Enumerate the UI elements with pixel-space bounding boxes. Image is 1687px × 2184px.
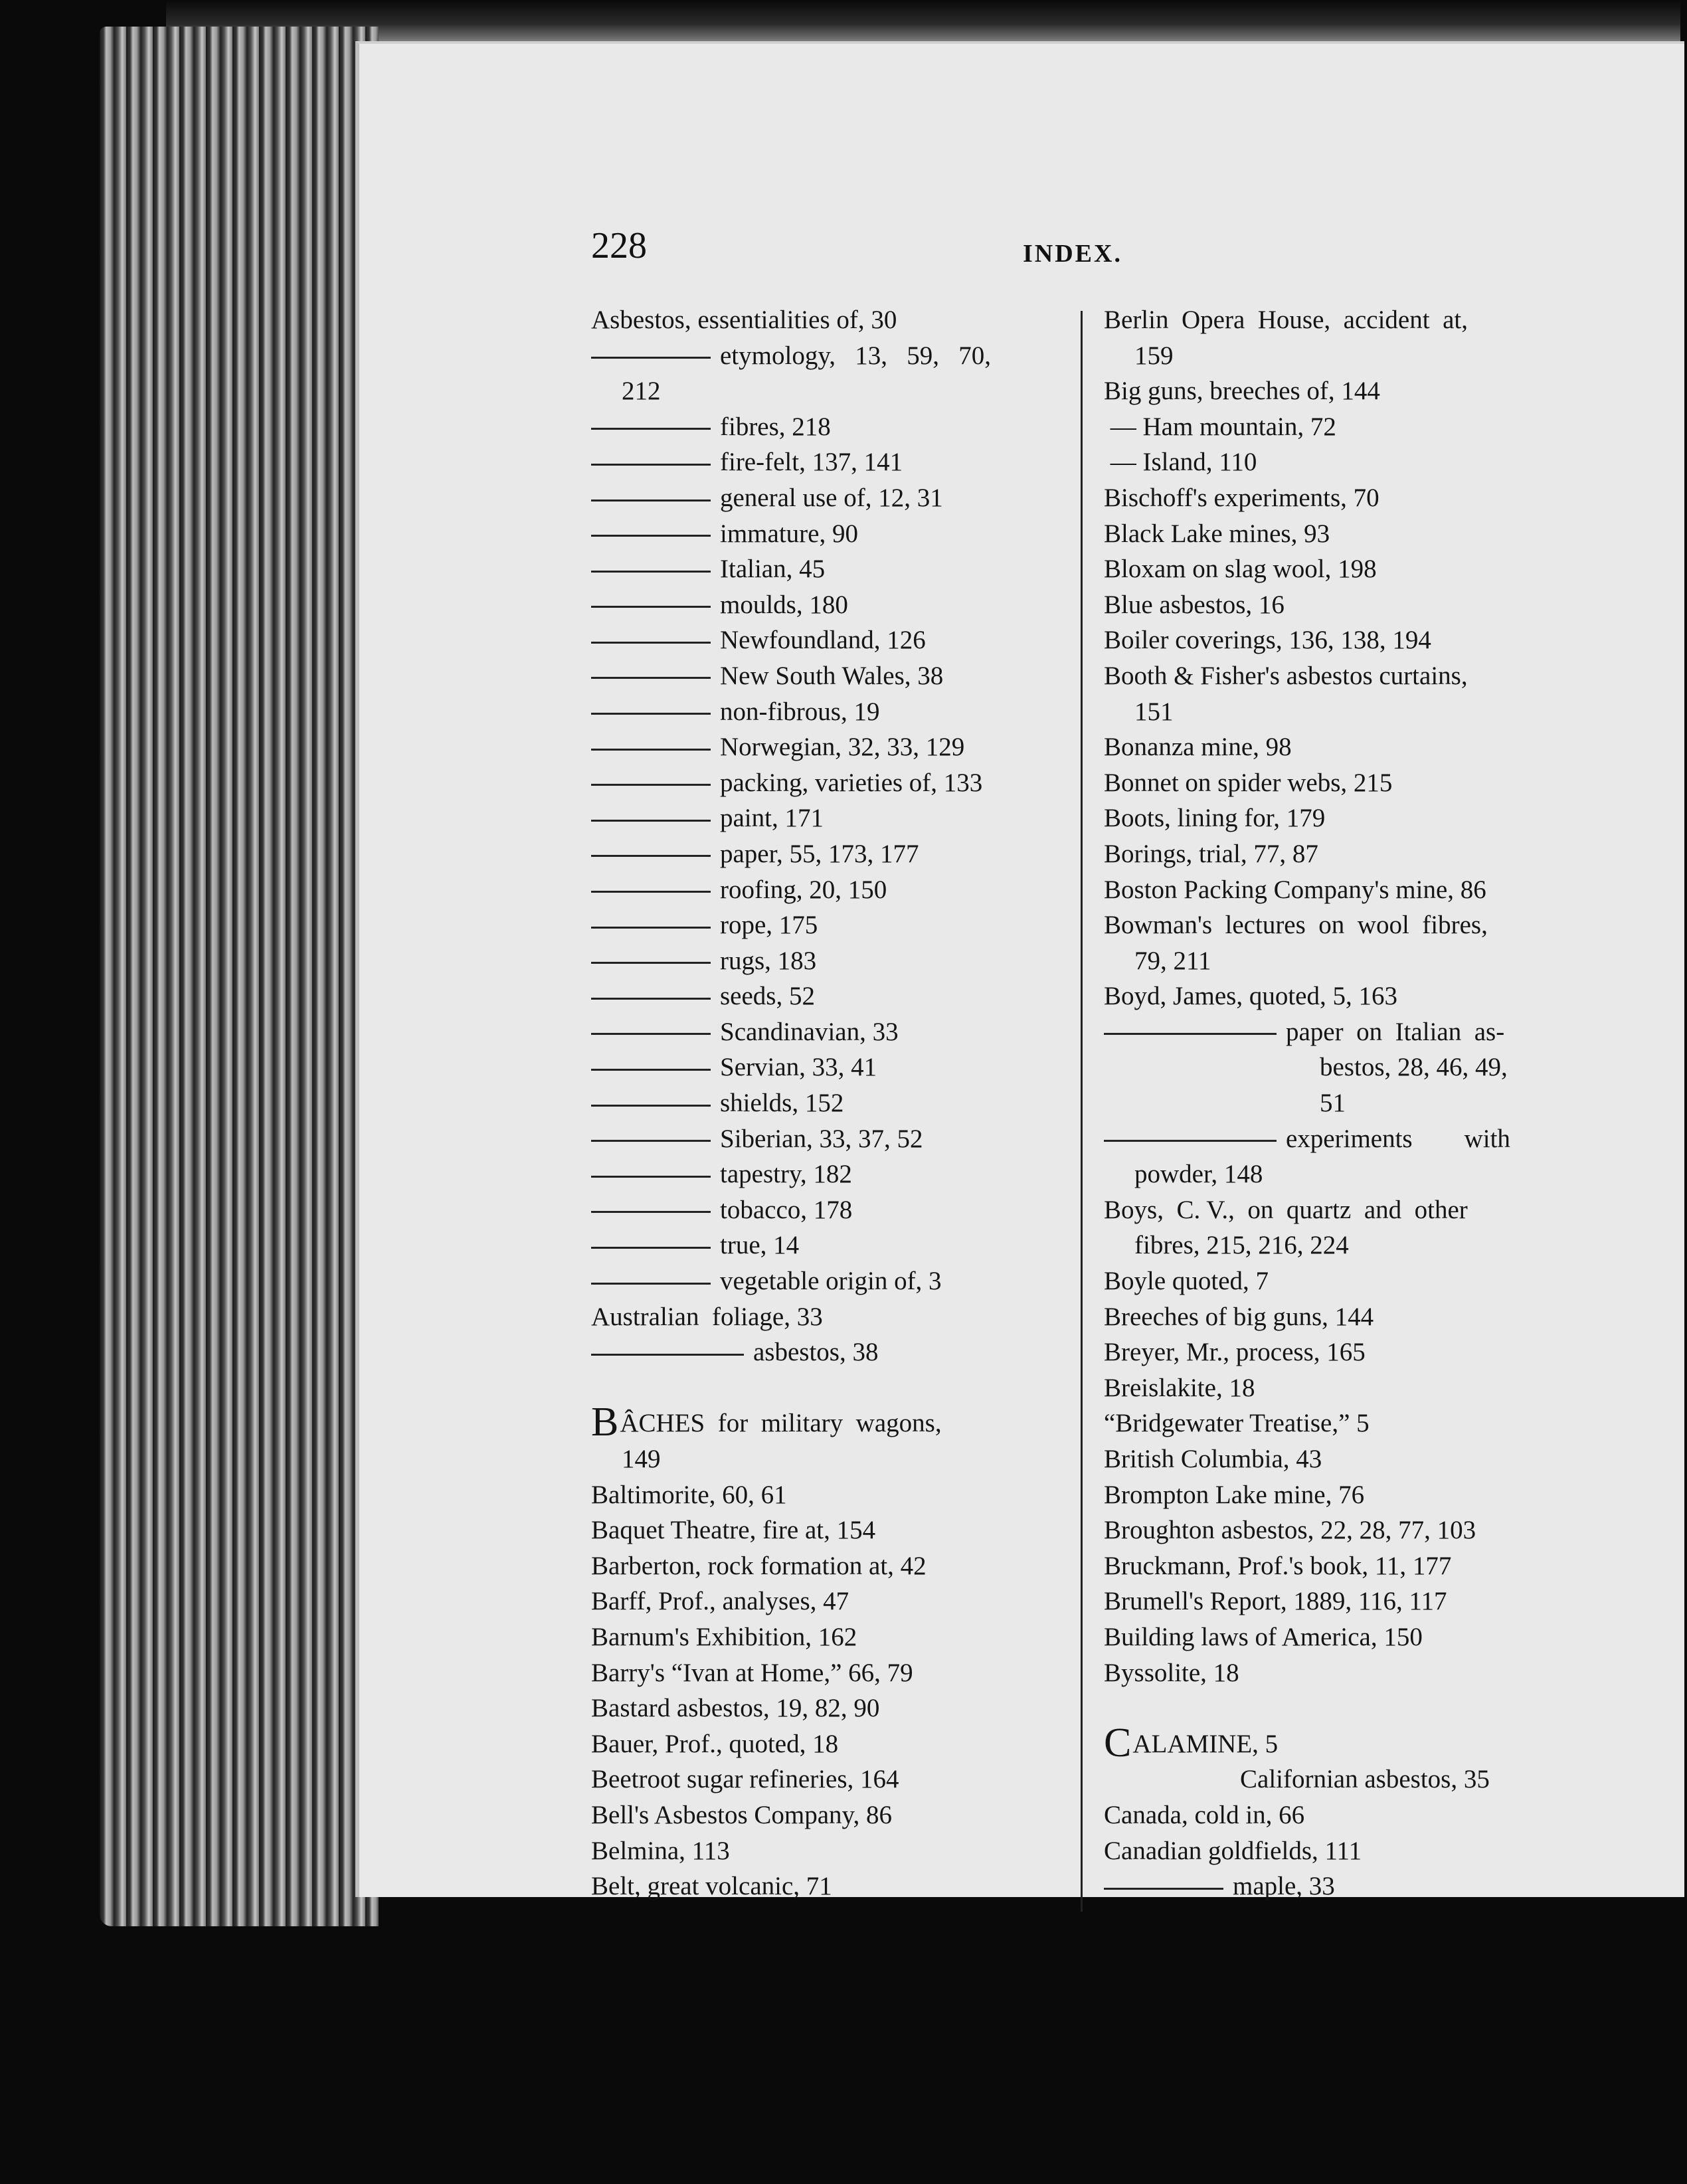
index-entry <box>591 729 1056 765</box>
index-entry <box>591 587 1056 623</box>
index-entry <box>1104 1720 1572 1766</box>
page-number: 228 <box>591 225 647 266</box>
ditto-rule <box>591 1176 711 1178</box>
index-entry <box>591 1334 1056 1370</box>
index-entry <box>1104 1548 1572 1584</box>
ditto-rule <box>591 820 711 822</box>
entry-text: Baquet Theatre, fire at, 154 <box>591 1516 876 1545</box>
section-gap <box>591 1370 1056 1406</box>
entry-text: paint, 171 <box>720 804 824 833</box>
ditto-rule <box>1104 1033 1277 1035</box>
entry-text: Barff, Prof., analyses, 47 <box>591 1587 849 1616</box>
ditto-rule <box>591 1211 711 1213</box>
column-divider <box>1081 311 1083 1912</box>
index-entry <box>1104 1584 1572 1619</box>
ditto-rule <box>591 464 711 466</box>
index-entry <box>1104 765 1572 801</box>
index-entry <box>1104 1156 1572 1192</box>
entry-text: Baltimorite, 60, 61 <box>591 1480 787 1509</box>
index-entry <box>1104 1477 1572 1513</box>
index-entry <box>591 1014 1056 1050</box>
ditto-rule <box>591 1033 711 1035</box>
index-column-left <box>591 302 1056 1904</box>
book-page-edges <box>100 27 379 1926</box>
ditto-rule <box>1104 1140 1277 1142</box>
index-entry <box>1104 409 1572 445</box>
index-entry <box>1104 1049 1572 1085</box>
index-entry <box>591 1619 1056 1655</box>
index-entry <box>591 1085 1056 1121</box>
index-entry <box>1104 1228 1572 1263</box>
ditto-rule <box>591 642 711 644</box>
index-entry <box>591 1584 1056 1619</box>
ditto-rule <box>591 535 711 537</box>
entry-text: ÂCHES for military wagons, <box>620 1409 942 1438</box>
entry-text: Berlin Opera House, accident at, <box>1104 306 1468 334</box>
index-entry <box>591 1263 1056 1299</box>
entry-text: Beetroot sugar refineries, 164 <box>591 1765 899 1794</box>
index-entry <box>1104 1655 1572 1691</box>
entry-text: 151 <box>1134 697 1174 726</box>
entry-text: vegetable origin of, 3 <box>720 1267 942 1296</box>
entry-text: British Columbia, 43 <box>1104 1445 1322 1473</box>
ditto-rule <box>591 962 711 964</box>
index-entry <box>1104 444 1572 480</box>
entry-text: moulds, 180 <box>720 590 848 619</box>
entry-text: Bonnet on spider webs, 215 <box>1104 768 1393 797</box>
entry-text: rugs, 183 <box>720 946 817 975</box>
ditto-rule <box>591 784 711 786</box>
index-entry <box>591 1797 1056 1833</box>
index-entry <box>1104 694 1572 730</box>
section-initial: C <box>1104 1720 1132 1766</box>
index-entry <box>591 1655 1056 1691</box>
entry-text: Breeches of big guns, 144 <box>1104 1302 1374 1331</box>
entry-text: Big guns, breeches of, 144 <box>1104 377 1380 406</box>
index-entry <box>591 836 1056 872</box>
index-entry <box>1104 551 1572 587</box>
index-entry <box>591 480 1056 516</box>
entry-text: Byssolite, 18 <box>1104 1658 1239 1687</box>
entry-text: Boys, C. V., on quartz and other <box>1104 1195 1468 1224</box>
index-entry <box>591 907 1056 943</box>
entry-text: seeds, 52 <box>720 982 815 1011</box>
index-entry <box>591 373 1056 409</box>
entry-text: tobacco, 178 <box>720 1195 853 1224</box>
index-entry <box>591 800 1056 836</box>
index-column-right <box>1104 302 1572 1904</box>
entry-text: 149 <box>622 1445 661 1473</box>
entry-text: Bauer, Prof., quoted, 18 <box>591 1729 839 1758</box>
index-entry <box>591 1726 1056 1762</box>
entry-text: Californian asbestos, 35 <box>1240 1765 1490 1794</box>
index-entry <box>591 1400 1056 1445</box>
index-entry <box>1104 1263 1572 1299</box>
index-entry <box>591 1121 1056 1157</box>
index-entry <box>1104 587 1572 623</box>
index-entry <box>591 1512 1056 1548</box>
index-entry <box>1104 1868 1572 1904</box>
entry-text: — Island, 110 <box>1104 448 1257 477</box>
ditto-rule <box>591 713 711 715</box>
entry-text: Building laws of America, 150 <box>1104 1622 1423 1651</box>
index-entry <box>1104 1762 1572 1797</box>
index-entry <box>1104 1121 1572 1157</box>
index-entry <box>591 1762 1056 1797</box>
entry-text: New South Wales, 38 <box>720 661 944 690</box>
entry-text: Bischoff's experiments, 70 <box>1104 483 1379 512</box>
ditto-rule <box>591 927 711 929</box>
entry-text: 159 <box>1134 341 1174 370</box>
index-entry <box>591 1833 1056 1869</box>
index-entry <box>591 943 1056 979</box>
index-entry <box>1104 1334 1572 1370</box>
ditto-rule <box>591 357 711 359</box>
index-entry <box>1104 1833 1572 1869</box>
ditto-rule <box>591 855 711 857</box>
entry-text: 212 <box>622 377 661 406</box>
entry-text: bestos, 28, 46, 49, <box>1320 1053 1508 1082</box>
index-entry <box>591 409 1056 445</box>
entry-text: non-fibrous, 19 <box>720 697 880 726</box>
ditto-rule <box>591 1283 711 1285</box>
ditto-rule <box>591 428 711 430</box>
entry-text: Bastard asbestos, 19, 82, 90 <box>591 1694 880 1723</box>
entry-text: Servian, 33, 41 <box>720 1053 877 1082</box>
entry-text: Bruckmann, Prof.'s book, 11, 177 <box>1104 1551 1452 1580</box>
entry-text: Boyle quoted, 7 <box>1104 1267 1269 1296</box>
index-entry <box>591 694 1056 730</box>
ditto-rule <box>591 1140 711 1142</box>
index-entry <box>591 1228 1056 1263</box>
entry-text: Belmina, 113 <box>591 1836 730 1865</box>
entry-text: maple, 33 <box>1233 1872 1335 1901</box>
index-entry <box>1104 1085 1572 1121</box>
entry-text: fibres, 215, 216, 224 <box>1134 1231 1349 1260</box>
index-entry <box>1104 1370 1572 1406</box>
ditto-rule <box>1104 1888 1223 1890</box>
index-entry <box>1104 836 1572 872</box>
entry-text: Italian, 45 <box>720 555 826 584</box>
entry-text: Blue asbestos, 16 <box>1104 590 1285 619</box>
index-entry <box>1104 978 1572 1014</box>
index-entry <box>591 622 1056 658</box>
index-entry <box>591 516 1056 552</box>
index-entry <box>1104 1512 1572 1548</box>
index-entry <box>1104 800 1572 836</box>
index-entry <box>591 551 1056 587</box>
index-entry <box>1104 1014 1572 1050</box>
entry-text: Boyd, James, quoted, 5, 163 <box>1104 982 1397 1011</box>
section-gap <box>1104 1690 1572 1726</box>
entry-text: Brumell's Report, 1889, 116, 117 <box>1104 1587 1447 1616</box>
entry-text: true, 14 <box>720 1231 800 1260</box>
index-entry <box>1104 480 1572 516</box>
index-entry <box>1104 658 1572 694</box>
entry-text: shields, 152 <box>720 1089 844 1118</box>
entry-text: Bowman's lectures on wool fibres, <box>1104 911 1488 940</box>
ditto-rule <box>591 677 711 679</box>
entry-text: Boiler coverings, 136, 138, 194 <box>1104 626 1431 655</box>
entry-text: “Bridgewater Treatise,” 5 <box>1104 1409 1370 1438</box>
index-entry <box>1104 302 1572 338</box>
entry-text: paper, 55, 173, 177 <box>720 839 919 868</box>
entry-text: Belt, great volcanic, 71 <box>591 1872 832 1901</box>
index-entry <box>591 1049 1056 1085</box>
running-head: INDEX. <box>1023 240 1122 268</box>
ditto-rule <box>591 500 711 501</box>
entry-text: Barry's “Ivan at Home,” 66, 79 <box>591 1658 913 1687</box>
ditto-rule <box>591 1247 711 1249</box>
entry-text: rope, 175 <box>720 911 818 940</box>
entry-text: 79, 211 <box>1134 946 1211 975</box>
index-entry <box>591 1441 1056 1477</box>
entry-text: Canadian goldfields, 111 <box>1104 1836 1362 1865</box>
index-entry <box>1104 729 1572 765</box>
index-entry <box>1104 1619 1572 1655</box>
ditto-rule <box>591 998 711 1000</box>
entry-text: Bloxam on slag wool, 198 <box>1104 555 1377 584</box>
entry-text: Brompton Lake mine, 76 <box>1104 1480 1365 1509</box>
index-entry <box>591 765 1056 801</box>
entry-text: Australian foliage, 33 <box>591 1302 823 1331</box>
index-entry <box>1104 516 1572 552</box>
index-entry <box>591 872 1056 908</box>
entry-text: Siberian, 33, 37, 52 <box>720 1124 923 1153</box>
entry-text: Broughton asbestos, 22, 28, 77, 103 <box>1104 1516 1476 1545</box>
index-entry <box>591 978 1056 1014</box>
entry-text: tapestry, 182 <box>720 1160 852 1189</box>
entry-text: Asbestos, essentialities of, 30 <box>591 306 897 334</box>
index-entry <box>591 658 1056 694</box>
entry-text: paper on Italian as- <box>1286 1017 1505 1046</box>
entry-text: general use of, 12, 31 <box>720 483 943 512</box>
ditto-rule <box>591 1069 711 1071</box>
entry-text: Borings, trial, 77, 87 <box>1104 839 1318 868</box>
entry-text: Bonanza mine, 98 <box>1104 733 1292 762</box>
index-entry <box>1104 907 1572 943</box>
index-entry <box>1104 338 1572 374</box>
index-entry <box>1104 1192 1572 1228</box>
entry-text: fire-felt, 137, 141 <box>720 448 903 477</box>
entry-text: asbestos, 38 <box>753 1338 879 1367</box>
ditto-rule <box>591 571 711 573</box>
index-entry <box>591 302 1056 338</box>
entry-text: Booth & Fisher's asbestos curtains, <box>1104 661 1468 690</box>
entry-text: Barnum's Exhibition, 162 <box>591 1622 857 1651</box>
entry-text: Breyer, Mr., process, 165 <box>1104 1338 1366 1367</box>
index-entry <box>1104 1797 1572 1833</box>
entry-text: — Ham mountain, 72 <box>1104 412 1336 441</box>
entry-text: Boston Packing Company's mine, 86 <box>1104 875 1486 904</box>
ditto-rule <box>591 1354 744 1356</box>
entry-text: ALAMINE, 5 <box>1132 1729 1279 1758</box>
index-entry <box>591 1690 1056 1726</box>
entry-text: Scandinavian, 33 <box>720 1017 899 1046</box>
entry-text: packing, varieties of, 133 <box>720 768 983 797</box>
entry-text: Canada, cold in, 66 <box>1104 1800 1305 1829</box>
ditto-rule <box>591 749 711 751</box>
entry-text: Newfoundland, 126 <box>720 626 926 655</box>
index-entry <box>591 1156 1056 1192</box>
ditto-rule <box>591 891 711 893</box>
index-entry <box>591 338 1056 374</box>
index-entry <box>591 444 1056 480</box>
entry-text: etymology, 13, 59, 70, <box>720 341 992 370</box>
index-entry <box>1104 872 1572 908</box>
entry-text: Bell's Asbestos Company, 86 <box>591 1800 893 1829</box>
entry-text: Black Lake mines, 93 <box>1104 519 1330 548</box>
entry-text: Breislakite, 18 <box>1104 1373 1255 1402</box>
entry-text: 51 <box>1320 1089 1346 1118</box>
entry-text: Boots, lining for, 179 <box>1104 804 1326 833</box>
section-initial: B <box>591 1400 619 1445</box>
index-entry <box>591 1868 1056 1904</box>
index-entry <box>591 1299 1056 1335</box>
index-entry <box>1104 943 1572 979</box>
ditto-rule <box>591 1105 711 1107</box>
entry-text: powder, 148 <box>1134 1160 1263 1189</box>
index-entry <box>591 1192 1056 1228</box>
index-entry <box>591 1477 1056 1513</box>
index-entry <box>1104 1299 1572 1335</box>
entry-text: experiments with <box>1286 1124 1510 1153</box>
entry-text: fibres, 218 <box>720 412 831 441</box>
index-entry <box>1104 1441 1572 1477</box>
entry-text: Barberton, rock formation at, 42 <box>591 1551 927 1580</box>
index-entry <box>1104 373 1572 409</box>
entry-text: Norwegian, 32, 33, 129 <box>720 733 965 762</box>
entry-text: immature, 90 <box>720 519 858 548</box>
index-entry <box>1104 1406 1572 1441</box>
index-entry <box>1104 622 1572 658</box>
entry-text: roofing, 20, 150 <box>720 875 887 904</box>
ditto-rule <box>591 606 711 608</box>
index-entry <box>591 1548 1056 1584</box>
